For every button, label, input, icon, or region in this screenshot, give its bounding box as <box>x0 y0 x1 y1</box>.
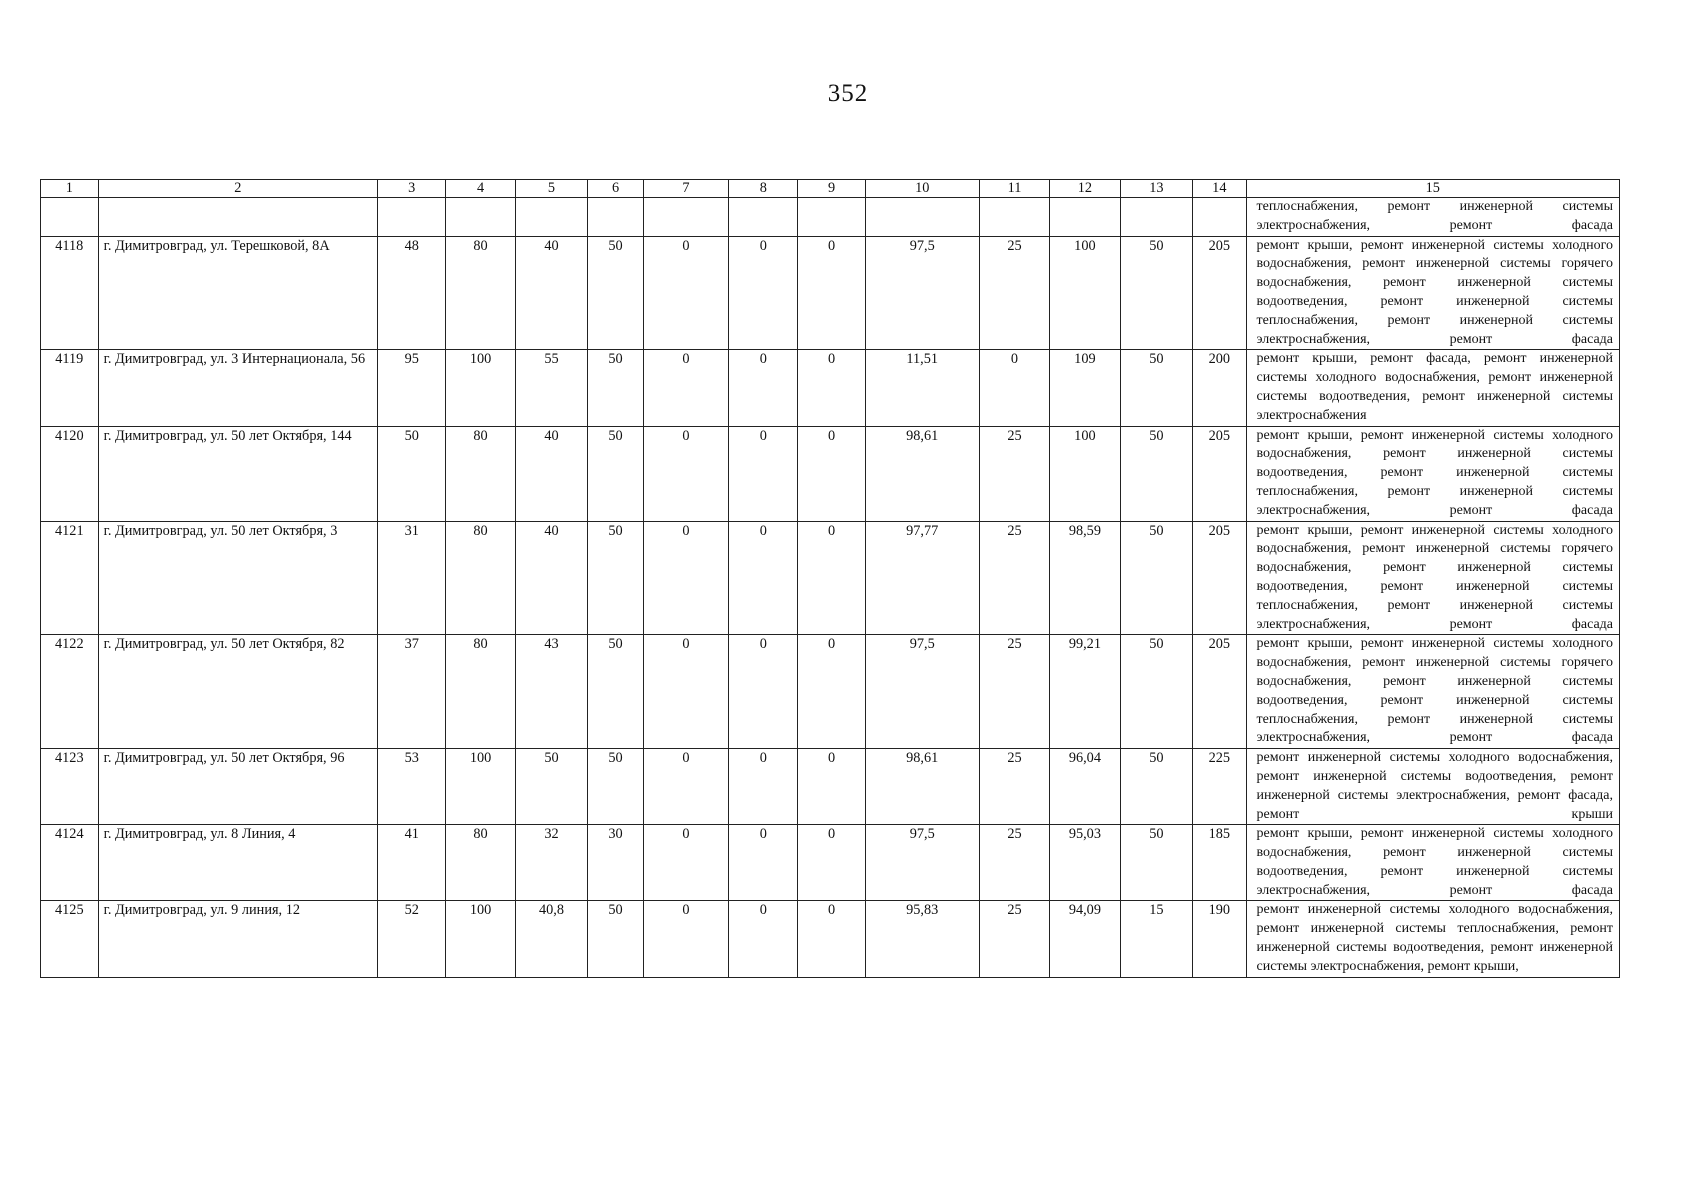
value-c11: 25 <box>979 521 1049 635</box>
column-header: 1 <box>41 180 99 198</box>
value-c14: 185 <box>1193 825 1246 901</box>
column-header: 12 <box>1050 180 1120 198</box>
empty-cell <box>588 198 643 237</box>
table-row <box>41 426 1620 521</box>
row-id: 4122 <box>41 635 99 749</box>
empty-cell <box>979 198 1049 237</box>
value-c11: 25 <box>979 236 1049 350</box>
value-c4: 80 <box>446 521 515 635</box>
value-c14: 205 <box>1193 521 1246 635</box>
value-c7: 0 <box>643 825 728 901</box>
empty-cell <box>98 198 378 237</box>
works-cell: теплоснабжения, ремонт инженерной системы электроснабжения, ремонт фасада <box>1246 198 1620 237</box>
value-c4: 80 <box>446 825 515 901</box>
value-c6: 30 <box>588 825 643 901</box>
value-c8: 0 <box>729 901 798 977</box>
works-cell: ремонт инженерной системы холодного водоснабжения, ремонт инженерной системы водоотведения, ремонт инженерной системы электроснабжения, ремонт фасада, ремонт крыши <box>1246 749 1620 825</box>
value-c7: 0 <box>643 749 728 825</box>
value-c7: 0 <box>643 635 728 749</box>
row-id: 4124 <box>41 825 99 901</box>
row-id: 4119 <box>41 350 99 426</box>
value-c3: 31 <box>378 521 446 635</box>
value-c5: 50 <box>515 749 588 825</box>
value-c9: 0 <box>798 749 865 825</box>
value-c11: 25 <box>979 749 1049 825</box>
value-c11: 25 <box>979 426 1049 521</box>
column-header: 15 <box>1246 180 1620 198</box>
value-c5: 40 <box>515 426 588 521</box>
works-cell: ремонт крыши, ремонт инженерной системы холодного водоснабжения, ремонт инженерной системы горячего водоснабжения, ремонт инженерной системы водоотведения, ремонт инженерной системы теплоснабжения, ремонт инженерной системы электроснабжения, ремонт фасада <box>1246 521 1620 635</box>
value-c7: 0 <box>643 521 728 635</box>
works-cell: ремонт крыши, ремонт инженерной системы холодного водоснабжения, ремонт инженерной системы горячего водоснабжения, ремонт инженерной системы водоотведения, ремонт инженерной системы теплоснабжения, ремонт инженерной системы электроснабжения, ремонт фасада <box>1246 635 1620 749</box>
header-row <box>41 180 1620 198</box>
value-c9: 0 <box>798 426 865 521</box>
value-c14: 190 <box>1193 901 1246 977</box>
value-c12: 95,03 <box>1050 825 1120 901</box>
value-c12: 100 <box>1050 426 1120 521</box>
row-id: 4125 <box>41 901 99 977</box>
value-c8: 0 <box>729 350 798 426</box>
value-c9: 0 <box>798 236 865 350</box>
value-c3: 52 <box>378 901 446 977</box>
value-c14: 225 <box>1193 749 1246 825</box>
value-c5: 40 <box>515 521 588 635</box>
value-c3: 50 <box>378 426 446 521</box>
value-c13: 50 <box>1120 635 1193 749</box>
column-header: 14 <box>1193 180 1246 198</box>
value-c13: 50 <box>1120 749 1193 825</box>
value-c10: 97,5 <box>865 635 979 749</box>
column-header: 6 <box>588 180 643 198</box>
address-cell: г. Димитровград, ул. 50 лет Октября, 3 <box>98 521 378 635</box>
value-c13: 50 <box>1120 350 1193 426</box>
value-c9: 0 <box>798 825 865 901</box>
value-c6: 50 <box>588 901 643 977</box>
value-c9: 0 <box>798 901 865 977</box>
value-c6: 50 <box>588 426 643 521</box>
value-c6: 50 <box>588 521 643 635</box>
value-c14: 205 <box>1193 426 1246 521</box>
value-c8: 0 <box>729 825 798 901</box>
value-c3: 53 <box>378 749 446 825</box>
value-c12: 100 <box>1050 236 1120 350</box>
value-c13: 50 <box>1120 426 1193 521</box>
value-c13: 50 <box>1120 825 1193 901</box>
works-cell: ремонт крыши, ремонт фасада, ремонт инженерной системы холодного водоснабжения, ремонт инженерной системы водоотведения, ремонт инженерной системы электроснабжения <box>1246 350 1620 426</box>
empty-cell <box>643 198 728 237</box>
empty-cell <box>41 198 99 237</box>
empty-cell <box>1193 198 1246 237</box>
value-c14: 205 <box>1193 635 1246 749</box>
empty-cell <box>865 198 979 237</box>
column-header: 7 <box>643 180 728 198</box>
value-c12: 96,04 <box>1050 749 1120 825</box>
value-c10: 95,83 <box>865 901 979 977</box>
table-row <box>41 825 1620 901</box>
row-id: 4123 <box>41 749 99 825</box>
address-cell: г. Димитровград, ул. 50 лет Октября, 82 <box>98 635 378 749</box>
column-header: 9 <box>798 180 865 198</box>
value-c3: 95 <box>378 350 446 426</box>
value-c10: 11,51 <box>865 350 979 426</box>
empty-cell <box>515 198 588 237</box>
value-c8: 0 <box>729 236 798 350</box>
address-cell: г. Димитровград, ул. 9 линия, 12 <box>98 901 378 977</box>
value-c8: 0 <box>729 521 798 635</box>
table-row <box>41 749 1620 825</box>
works-cell: ремонт крыши, ремонт инженерной системы холодного водоснабжения, ремонт инженерной системы горячего водоснабжения, ремонт инженерной системы водоотведения, ремонт инженерной системы теплоснабжения, ремонт инженерной системы электроснабжения, ремонт фасада <box>1246 236 1620 350</box>
address-cell: г. Димитровград, ул. 8 Линия, 4 <box>98 825 378 901</box>
value-c11: 0 <box>979 350 1049 426</box>
value-c5: 40 <box>515 236 588 350</box>
value-c14: 205 <box>1193 236 1246 350</box>
value-c11: 25 <box>979 825 1049 901</box>
value-c12: 109 <box>1050 350 1120 426</box>
works-cell: ремонт инженерной системы холодного водоснабжения, ремонт инженерной системы теплоснабжения, ремонт инженерной системы водоотведения, ремонт инженерной системы электроснабжения, ремонт крыши, <box>1246 901 1620 977</box>
row-id: 4118 <box>41 236 99 350</box>
address-cell: г. Димитровград, ул. Терешковой, 8А <box>98 236 378 350</box>
empty-cell <box>798 198 865 237</box>
column-header: 3 <box>378 180 446 198</box>
column-header: 8 <box>729 180 798 198</box>
value-c4: 100 <box>446 901 515 977</box>
works-cell: ремонт крыши, ремонт инженерной системы холодного водоснабжения, ремонт инженерной системы водоотведения, ремонт инженерной системы электроснабжения, ремонт фасада <box>1246 825 1620 901</box>
value-c5: 43 <box>515 635 588 749</box>
value-c10: 97,5 <box>865 236 979 350</box>
row-id: 4120 <box>41 426 99 521</box>
value-c4: 80 <box>446 635 515 749</box>
value-c12: 99,21 <box>1050 635 1120 749</box>
address-cell: г. Димитровград, ул. 3 Интернационала, 56 <box>98 350 378 426</box>
value-c12: 98,59 <box>1050 521 1120 635</box>
table-row <box>41 236 1620 350</box>
value-c4: 80 <box>446 426 515 521</box>
row-id: 4121 <box>41 521 99 635</box>
value-c10: 97,5 <box>865 825 979 901</box>
value-c4: 100 <box>446 350 515 426</box>
value-c5: 32 <box>515 825 588 901</box>
value-c5: 40,8 <box>515 901 588 977</box>
value-c9: 0 <box>798 350 865 426</box>
value-c9: 0 <box>798 635 865 749</box>
page-number: 352 <box>827 80 869 107</box>
value-c5: 55 <box>515 350 588 426</box>
value-c6: 50 <box>588 236 643 350</box>
continuation-row <box>41 198 1620 237</box>
value-c4: 80 <box>446 236 515 350</box>
table-row <box>41 350 1620 426</box>
table-row <box>41 521 1620 635</box>
value-c3: 41 <box>378 825 446 901</box>
value-c11: 25 <box>979 901 1049 977</box>
empty-cell <box>1120 198 1193 237</box>
value-c6: 50 <box>588 749 643 825</box>
value-c7: 0 <box>643 350 728 426</box>
table-row <box>41 901 1620 977</box>
value-c7: 0 <box>643 901 728 977</box>
value-c10: 97,77 <box>865 521 979 635</box>
data-table <box>40 179 1620 978</box>
column-header: 2 <box>98 180 378 198</box>
value-c10: 98,61 <box>865 426 979 521</box>
value-c13: 50 <box>1120 236 1193 350</box>
value-c7: 0 <box>643 426 728 521</box>
column-header: 10 <box>865 180 979 198</box>
value-c12: 94,09 <box>1050 901 1120 977</box>
column-header: 5 <box>515 180 588 198</box>
column-header: 4 <box>446 180 515 198</box>
column-header: 13 <box>1120 180 1193 198</box>
value-c3: 37 <box>378 635 446 749</box>
value-c8: 0 <box>729 749 798 825</box>
works-cell: ремонт крыши, ремонт инженерной системы холодного водоснабжения, ремонт инженерной системы водоотведения, ремонт инженерной системы теплоснабжения, ремонт инженерной системы электроснабжения, ремонт фасада <box>1246 426 1620 521</box>
value-c8: 0 <box>729 426 798 521</box>
empty-cell <box>378 198 446 237</box>
value-c4: 100 <box>446 749 515 825</box>
empty-cell <box>1050 198 1120 237</box>
address-cell: г. Димитровград, ул. 50 лет Октября, 144 <box>98 426 378 521</box>
empty-cell <box>729 198 798 237</box>
value-c3: 48 <box>378 236 446 350</box>
value-c7: 0 <box>643 236 728 350</box>
value-c10: 98,61 <box>865 749 979 825</box>
value-c11: 25 <box>979 635 1049 749</box>
value-c9: 0 <box>798 521 865 635</box>
value-c13: 15 <box>1120 901 1193 977</box>
address-cell: г. Димитровград, ул. 50 лет Октября, 96 <box>98 749 378 825</box>
column-header: 11 <box>979 180 1049 198</box>
value-c13: 50 <box>1120 521 1193 635</box>
table-row <box>41 635 1620 749</box>
value-c6: 50 <box>588 635 643 749</box>
value-c8: 0 <box>729 635 798 749</box>
empty-cell <box>446 198 515 237</box>
value-c14: 200 <box>1193 350 1246 426</box>
value-c6: 50 <box>588 350 643 426</box>
